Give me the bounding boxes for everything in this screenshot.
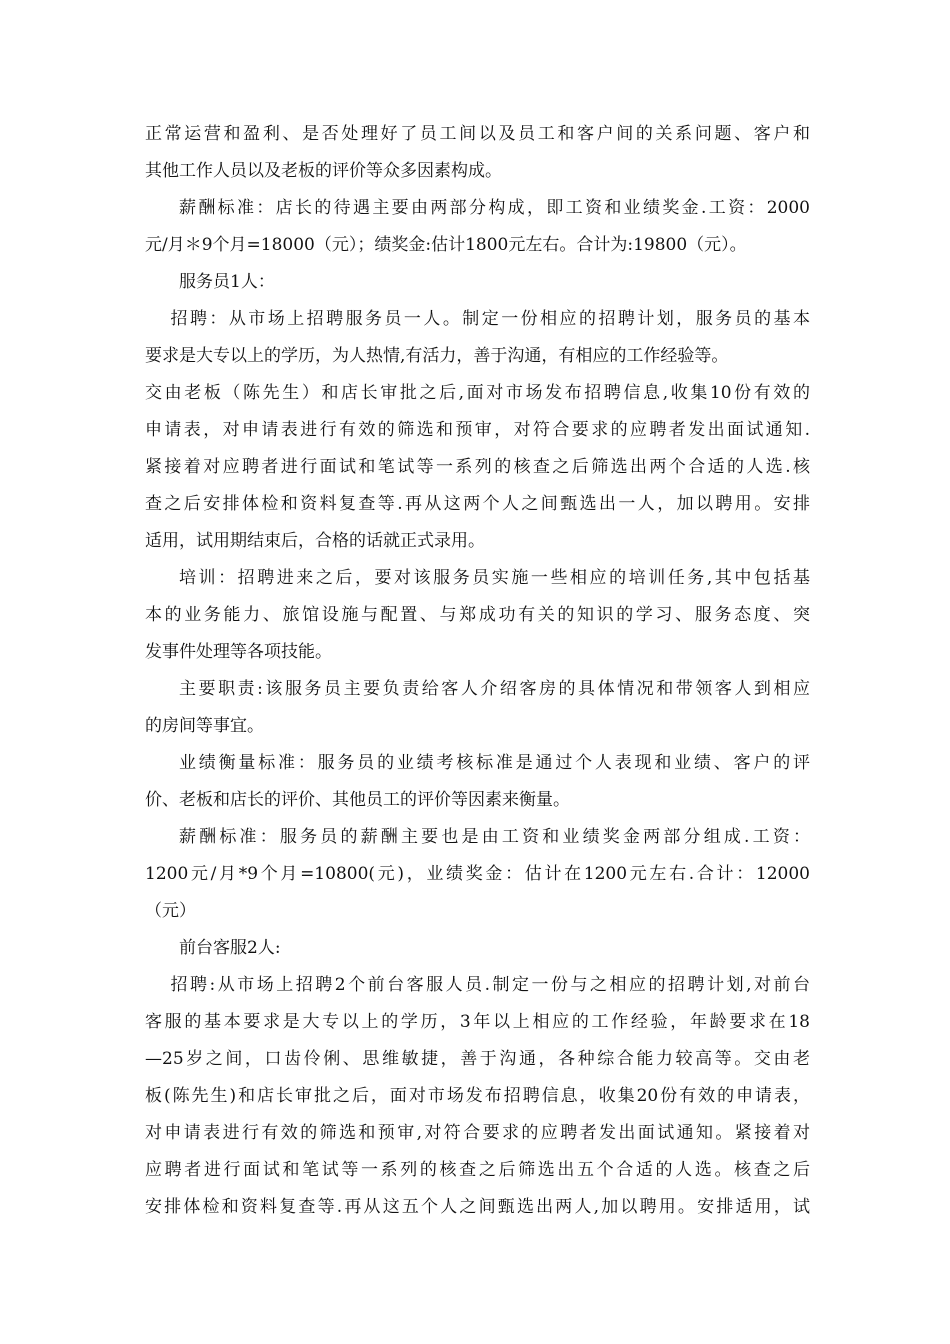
text-line: 交由老板（陈先生）和店长审批之后,面对市场发布招聘信息,收集10份有效的 <box>145 383 810 403</box>
text-line: 正常运营和盈利、是否处理好了员工间以及员工和客户间的关系问题、客户和 <box>145 124 810 144</box>
text-line: 前台客服2人: <box>179 938 281 958</box>
text-line: 应聘者进行面试和笔试等一系列的核查之后筛选出五个合适的人选。核查之后 <box>145 1160 810 1180</box>
text-line: 查之后安排体检和资料复查等.再从这两个人之间甄选出一人，加以聘用。安排 <box>145 494 810 514</box>
text-line: 培训：招聘进来之后，要对该服务员实施一些相应的培训任务,其中包括基 <box>179 568 810 588</box>
text-line: 板(陈先生)和店长审批之后，面对市场发布招聘信息，收集20份有效的申请表， <box>145 1086 810 1106</box>
text-line: 对申请表进行有效的筛选和预审,对符合要求的应聘者发出面试通知。紧接着对 <box>145 1123 810 1143</box>
text-line: 薪酬标准：服务员的薪酬主要也是由工资和业绩奖金两部分组成.工资： <box>179 827 810 847</box>
text-line: 元/月＊9个月=18000（元）；绩奖金:估计1800元左右。合计为:19800（元）。 <box>145 235 747 255</box>
text-line: 申请表，对申请表进行有效的筛选和预审，对符合要求的应聘者发出面试通知. <box>145 420 810 440</box>
text-line: 薪酬标准：店长的待遇主要由两部分构成，即工资和业绩奖金.工资：2000 <box>179 198 810 218</box>
text-line: 价、老板和店长的评价、其他员工的评价等因素来衡量。 <box>145 790 570 810</box>
text-line: 业绩衡量标准：服务员的业绩考核标准是通过个人表现和业绩、客户的评 <box>179 753 810 773</box>
text-line: 紧接着对应聘者进行面试和笔试等一系列的核查之后筛选出两个合适的人选.核 <box>145 457 810 477</box>
text-line: 发事件处理等各项技能。 <box>145 642 332 662</box>
text-line: 要求是大专以上的学历，为人热情,有活力，善于沟通，有相应的工作经验等。 <box>145 346 729 366</box>
text-line: 主要职责:该服务员主要负责给客人介绍客房的具体情况和带领客人到相应 <box>179 679 810 699</box>
text-line: 招聘：从市场上招聘服务员一人。制定一份相应的招聘计划，服务员的基本 <box>170 309 810 329</box>
text-line: （元） <box>145 901 196 921</box>
text-line: 适用，试用期结束后，合格的话就正式录用。 <box>145 531 485 551</box>
text-line: 客服的基本要求是大专以上的学历，3年以上相应的工作经验，年龄要求在18 <box>145 1012 810 1032</box>
text-line: 的房间等事宜。 <box>145 716 264 736</box>
text-line: 1200元/月*9个月=10800(元)，业绩奖金：估计在1200元左右.合计：12000 <box>145 864 810 884</box>
text-line: 安排体检和资料复查等.再从这五个人之间甄选出两人,加以聘用。安排适用，试 <box>145 1197 810 1217</box>
text-line: 其他工作人员以及老板的评价等众多因素构成。 <box>145 161 502 181</box>
text-line: —25岁之间，口齿伶俐、思维敏捷，善于沟通，各种综合能力较高等。交由老 <box>145 1049 810 1069</box>
text-line: 本的业务能力、旅馆设施与配置、与郑成功有关的知识的学习、服务态度、突 <box>145 605 810 625</box>
document-body <box>145 116 810 1226</box>
text-line: 招聘:从市场上招聘2个前台客服人员.制定一份与之相应的招聘计划,对前台 <box>170 975 810 995</box>
text-line: 服务员1人： <box>179 272 275 292</box>
